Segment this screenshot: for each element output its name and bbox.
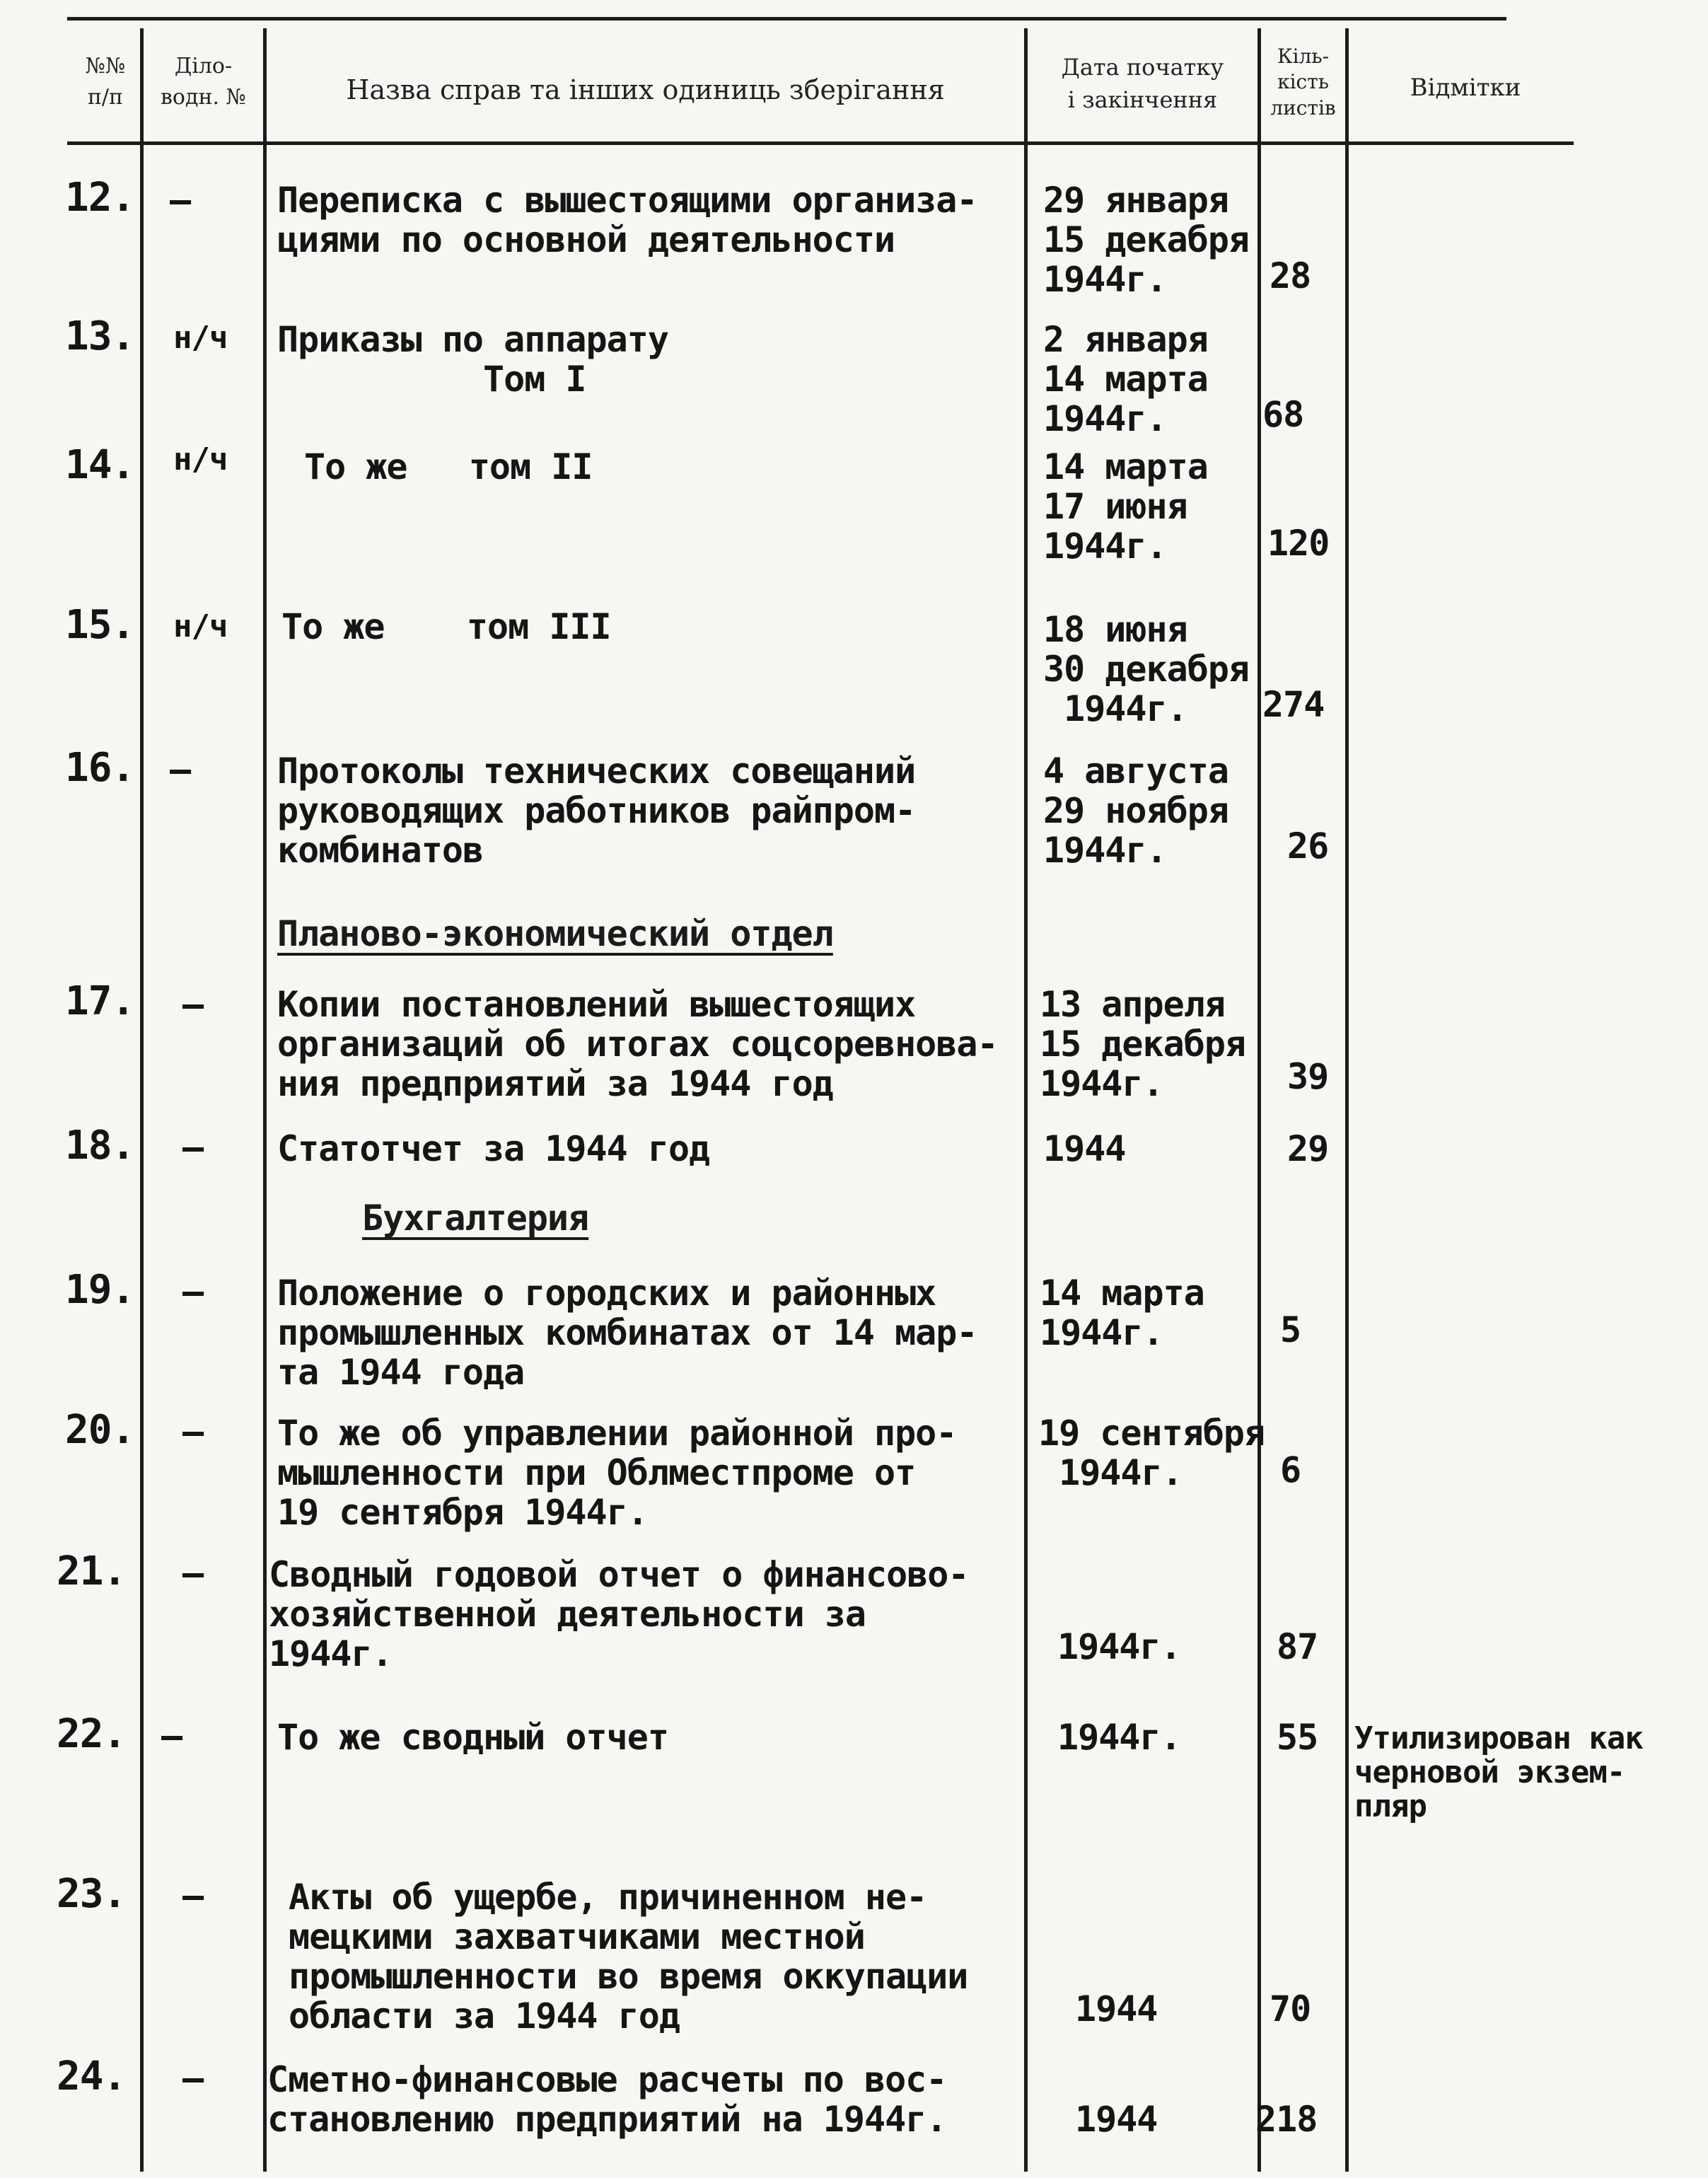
row-18-sheets: 29 [1287,1128,1329,1169]
row-13-title: Приказы по аппарату Том I [277,319,668,400]
row-16-sheets: 26 [1287,826,1329,867]
row-22-title: То же сводный отчет [277,1717,668,1758]
row-24-num: 24. [57,2054,127,2099]
row-22-sheets: 55 [1277,1717,1318,1758]
col-divider-2 [263,28,267,2172]
row-17-num: 17. [65,978,135,1024]
row-12-title: Переписка с вышестоящими организа- циями по основной деятельности [277,180,977,260]
section-heading-accounting: Бухгалтерия [362,1198,589,1239]
row-13-num: 13. [65,313,135,359]
row-12-dilo: – [170,180,191,221]
row-14-num: 14. [65,442,135,488]
row-13-dilo: н/ч [173,320,228,356]
row-17-sheets: 39 [1287,1056,1329,1097]
row-21-dilo: – [182,1553,204,1594]
row-14-dilo: н/ч [173,441,228,477]
row-12-dates: 29 января 15 декабря 1944г. [1043,180,1250,300]
header-title: Назва справ та інших одиниць зберігання [346,74,945,105]
row-17-dates: 13 апреля 15 декабря 1944г. [1040,984,1246,1104]
row-24-dilo: – [182,2058,204,2099]
header-num: №№ п/п [85,54,126,110]
row-23-dilo: – [182,1875,204,1916]
header-notes: Відмітки [1410,74,1521,102]
col-divider-4 [1257,28,1261,2172]
row-22-dilo: – [161,1715,182,1756]
row-17-dilo: – [182,984,204,1025]
header-sheets: Кіль- кість листів [1270,45,1336,120]
row-21-num: 21. [57,1548,127,1594]
row-21-sheets: 87 [1277,1626,1318,1667]
row-20-title: То же об управлении районной про- мышленности при Облместпроме от 19 сентября 1944г. [277,1413,957,1533]
row-18-dates: 1944 [1043,1128,1126,1169]
row-18-num: 18. [65,1123,135,1169]
row-16-title: Протоколы технических совещаний руководящих работников райпром- комбинатов [277,751,916,871]
row-22-note: Утилизирован как черновой экзем- пляр [1354,1720,1643,1824]
row-19-num: 19. [65,1267,135,1313]
row-20-num: 20. [65,1407,135,1453]
row-21-title: Сводный годовой отчет о финансово- хозяйственной деятельности за 1944г. [269,1554,969,1674]
row-23-sheets: 70 [1270,1988,1311,2029]
row-15-num: 15. [65,602,135,648]
col-divider-1 [140,28,144,2172]
row-23-title: Акты об ущербе, причиненном не- мецкими захватчиками местной промышленности во время оккупации области за 1944 год [289,1877,968,2037]
row-20-dilo: – [182,1411,204,1452]
row-14-dates: 14 марта 17 июня 1944г. [1043,446,1208,567]
row-22-dates: 1944г. [1057,1717,1181,1758]
col-divider-5 [1345,28,1349,2172]
row-19-sheets: 5 [1280,1309,1301,1350]
row-14-sheets: 120 [1267,523,1330,564]
row-16-dates: 4 августа 29 ноября 1944г. [1043,751,1228,871]
row-15-sheets: 274 [1262,684,1325,725]
row-24-dates: 1944 [1075,2099,1158,2140]
row-15-dates: 18 июня 30 декабря 1944г. [1043,609,1250,729]
row-24-sheets: 218 [1255,2099,1318,2140]
row-20-dates: 19 сентября 1944г. [1038,1413,1265,1493]
row-18-dilo: – [182,1127,204,1168]
row-19-title: Положение о городских и районных промышленных комбинатах от 14 мар- та 1944 года [277,1273,977,1393]
row-13-dates: 2 января 14 марта 1944г. [1043,319,1208,439]
row-24-title: Сметно-финансовые расчеты по вос- становлению предприятий на 1944г. [267,2059,947,2140]
row-12-num: 12. [65,175,135,221]
row-20-sheets: 6 [1280,1449,1301,1490]
row-18-title: Статотчет за 1944 год [277,1128,710,1169]
col-divider-3 [1024,28,1028,2172]
header-date: Дата початку і закінчення [1061,54,1224,114]
row-14-title: То же том II [304,446,593,487]
header-dilo: Діло- водн. № [161,54,246,110]
section-heading-planning: Планово-экономический отдел [277,913,833,954]
row-15-dilo: н/ч [173,608,228,644]
row-16-num: 16. [65,745,135,791]
row-23-dates: 1944 [1075,1988,1158,2029]
row-15-title: То же том III [281,606,611,647]
row-23-num: 23. [57,1871,127,1917]
row-22-num: 22. [57,1711,127,1757]
top-rule [67,17,1506,21]
row-17-title: Копии постановлений вышестоящих организаций об итогах соцсоревнова- ния предприятий за 1944 год [277,984,998,1104]
row-16-dilo: – [170,749,191,790]
row-21-dates: 1944г. [1057,1626,1181,1667]
row-13-sheets: 68 [1262,394,1304,435]
row-12-sheets: 28 [1270,255,1311,296]
row-19-dates: 14 марта 1944г. [1040,1273,1204,1353]
row-19-dilo: – [182,1271,204,1312]
